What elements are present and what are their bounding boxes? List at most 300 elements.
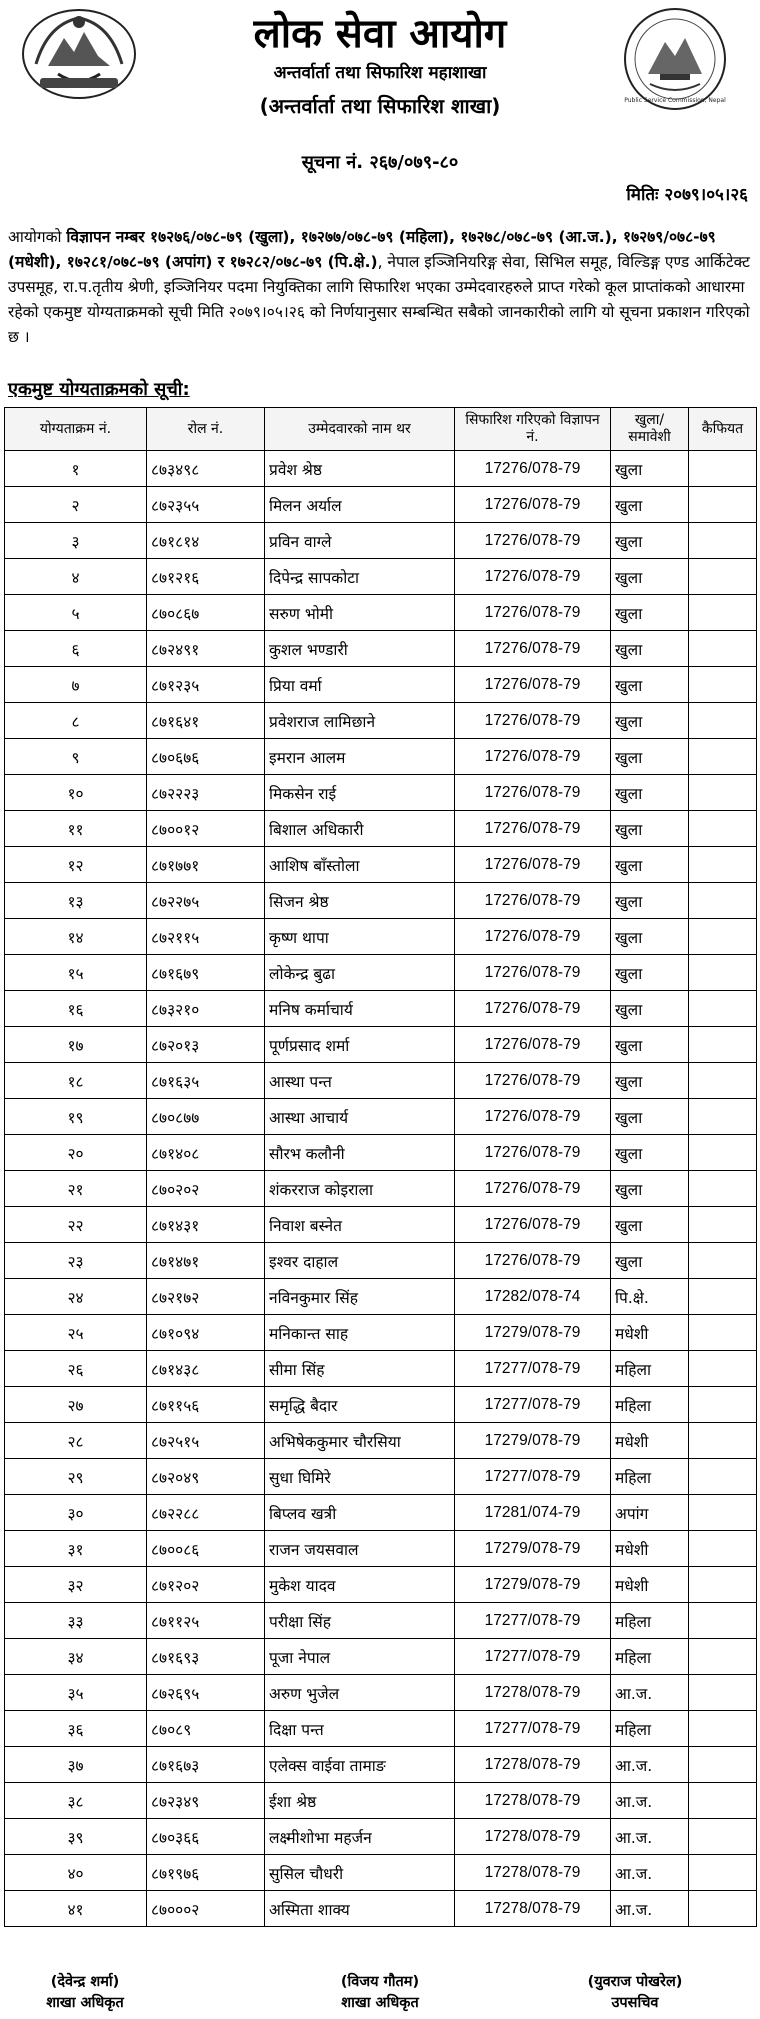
category-cell: खुला <box>611 631 689 667</box>
category-cell: अपांग <box>611 1495 689 1531</box>
remarks-cell <box>689 523 757 559</box>
remarks-cell <box>689 703 757 739</box>
roll-cell: ८७२२७५ <box>147 883 265 919</box>
advert-no-cell: 17276/078-79 <box>455 775 611 811</box>
roll-cell: ८७११५६ <box>147 1387 265 1423</box>
candidate-name-cell: मुकेश यादव <box>265 1567 455 1603</box>
candidate-name-cell: सौरभ कलौनी <box>265 1135 455 1171</box>
roll-cell: ८७०८९ <box>147 1711 265 1747</box>
remarks-cell <box>689 667 757 703</box>
category-cell: आ.ज. <box>611 1819 689 1855</box>
category-cell: आ.ज. <box>611 1891 689 1927</box>
rank-cell: १६ <box>5 991 147 1027</box>
roll-cell: ८७००१२ <box>147 811 265 847</box>
rank-cell: १९ <box>5 1099 147 1135</box>
table-row <box>5 883 757 919</box>
candidate-name-cell: एलेक्स वाईवा तामाङ <box>265 1747 455 1783</box>
advert-no-cell: 17279/078-79 <box>455 1423 611 1459</box>
roll-cell: ८७२११५ <box>147 919 265 955</box>
roll-cell: ८७०००२ <box>147 1891 265 1927</box>
signatory-name: (देवेन्द्र शर्मा) <box>50 1974 120 1990</box>
list-title: एकमुष्ट योग्यताक्रमको सूची: <box>8 379 190 400</box>
rank-cell: १२ <box>5 847 147 883</box>
rank-cell: ३३ <box>5 1603 147 1639</box>
roll-cell: ८७१६७३ <box>147 1747 265 1783</box>
candidate-name-cell: अरुण भुजेल <box>265 1675 455 1711</box>
remarks-cell <box>689 1675 757 1711</box>
category-cell: खुला <box>611 487 689 523</box>
candidate-name-cell: समृद्धि बैदार <box>265 1387 455 1423</box>
rank-cell: १० <box>5 775 147 811</box>
remarks-cell <box>689 559 757 595</box>
table-row <box>5 1387 757 1423</box>
candidate-name-cell: ईशा श्रेष्ठ <box>265 1783 455 1819</box>
section-name: (अन्तर्वार्ता तथा सिफारिश शाखा) <box>259 94 501 118</box>
roll-cell: ८७१४७१ <box>147 1243 265 1279</box>
roll-cell: ८७२५१५ <box>147 1423 265 1459</box>
category-cell: खुला <box>611 883 689 919</box>
table-row <box>5 1351 757 1387</box>
remarks-cell <box>689 1351 757 1387</box>
signatory-name: (विजय गौतम) <box>340 1974 420 1990</box>
page-title: लोक सेवा आयोग <box>253 11 507 57</box>
roll-cell: ८७२०४९ <box>147 1459 265 1495</box>
table-row <box>5 1279 757 1315</box>
rank-cell: ३६ <box>5 1711 147 1747</box>
table-row <box>5 1135 757 1171</box>
rank-cell: २४ <box>5 1279 147 1315</box>
rank-cell: १४ <box>5 919 147 955</box>
advert-no-cell: 17276/078-79 <box>455 1243 611 1279</box>
remarks-cell <box>689 739 757 775</box>
candidate-name-cell: पूर्णप्रसाद शर्मा <box>265 1027 455 1063</box>
col-header-category: खुला/ समावेशी <box>611 408 689 451</box>
roll-cell: ८७११२५ <box>147 1603 265 1639</box>
remarks-cell <box>689 1027 757 1063</box>
rank-cell: १८ <box>5 1063 147 1099</box>
table-row <box>5 523 757 559</box>
rank-cell: ७ <box>5 667 147 703</box>
advert-no-cell: 17276/078-79 <box>455 595 611 631</box>
candidate-name-cell: प्रिया वर्मा <box>265 667 455 703</box>
rank-cell: ४० <box>5 1855 147 1891</box>
table-row <box>5 1207 757 1243</box>
remarks-cell <box>689 919 757 955</box>
remarks-cell <box>689 1315 757 1351</box>
advert-no-cell: 17277/078-79 <box>455 1387 611 1423</box>
advert-no-cell: 17276/078-79 <box>455 1099 611 1135</box>
table-row <box>5 667 757 703</box>
division-name: अन्तर्वार्ता तथा सिफारिश महाशाखा <box>273 63 487 83</box>
roll-cell: ८७०८७७ <box>147 1099 265 1135</box>
remarks-cell <box>689 1495 757 1531</box>
rank-cell: ३५ <box>5 1675 147 1711</box>
candidate-name-cell: पूजा नेपाल <box>265 1639 455 1675</box>
advert-no-cell: 17278/078-79 <box>455 1891 611 1927</box>
table-row <box>5 451 757 487</box>
category-cell: खुला <box>611 847 689 883</box>
rank-cell: ३९ <box>5 1819 147 1855</box>
roll-cell: ८७२२८८ <box>147 1495 265 1531</box>
advert-no-cell: 17278/078-79 <box>455 1675 611 1711</box>
category-cell: खुला <box>611 523 689 559</box>
category-cell: पि.क्षे. <box>611 1279 689 1315</box>
roll-cell: ८७१०९४ <box>147 1315 265 1351</box>
table-row <box>5 811 757 847</box>
rank-cell: २७ <box>5 1387 147 1423</box>
roll-cell: ८७००८६ <box>147 1531 265 1567</box>
remarks-cell <box>689 1207 757 1243</box>
candidate-name-cell: अस्मिता शाक्य <box>265 1891 455 1927</box>
category-cell: खुला <box>611 1027 689 1063</box>
candidate-name-cell: सुधा घिमिरे <box>265 1459 455 1495</box>
psc-seal-logo <box>610 4 740 114</box>
remarks-cell <box>689 1171 757 1207</box>
rank-cell: ११ <box>5 811 147 847</box>
category-cell: खुला <box>611 775 689 811</box>
candidate-name-cell: मनिष कर्माचार्य <box>265 991 455 1027</box>
roll-cell: ८७०८६७ <box>147 595 265 631</box>
rank-cell: २१ <box>5 1171 147 1207</box>
candidate-name-cell: आस्था आचार्य <box>265 1099 455 1135</box>
roll-cell: ८७२१७२ <box>147 1279 265 1315</box>
col-header-rank: योग्यताक्रम नं. <box>5 408 147 451</box>
category-cell: खुला <box>611 1135 689 1171</box>
category-cell: महिला <box>611 1387 689 1423</box>
rank-cell: १ <box>5 451 147 487</box>
remarks-cell <box>689 451 757 487</box>
category-cell: खुला <box>611 559 689 595</box>
roll-cell: ८७१६७९ <box>147 955 265 991</box>
remarks-cell <box>689 1603 757 1639</box>
table-row <box>5 739 757 775</box>
candidate-name-cell: राजन जयसवाल <box>265 1531 455 1567</box>
roll-cell: ८७१४३८ <box>147 1351 265 1387</box>
category-cell: मधेशी <box>611 1567 689 1603</box>
advert-no-cell: 17276/078-79 <box>455 1207 611 1243</box>
category-cell: खुला <box>611 1207 689 1243</box>
roll-cell: ८७१६३५ <box>147 1063 265 1099</box>
remarks-cell <box>689 847 757 883</box>
remarks-cell <box>689 811 757 847</box>
para-part-3: , नेपाल इञ्जिनियरिङ्ग सेवा, सिभिल समूह, विल्डिङ्ग एण्ड आर्किटेक्ट उपसमूह, रा.प.तृतीय श्रेणी, इञ्जिनियर पदमा नियुक्तिका लागि सिफारिश भएका उम्मेदवारहरुले प्राप्त गरेको कूल प्राप्तांकको आधारमा रहेको एकमुष्ट योग्यताक्रमको सूची मिति २०७९।०५।२६ को निर्णयानुसार सम्बन्धित सबैको जानकारीको लागि यो सूचना प्रकाशन गरिएको छ । <box>8 253 750 346</box>
advert-no-cell: 17278/078-79 <box>455 1855 611 1891</box>
remarks-cell <box>689 1639 757 1675</box>
advert-no-cell: 17276/078-79 <box>455 631 611 667</box>
signatory-title: उपसचिव <box>611 1995 659 2011</box>
rank-cell: ३ <box>5 523 147 559</box>
remarks-cell <box>689 1531 757 1567</box>
roll-cell: ८७३४९८ <box>147 451 265 487</box>
table-row <box>5 1315 757 1351</box>
signatory-title: शाखा अधिकृत <box>341 1995 419 2011</box>
category-cell: खुला <box>611 667 689 703</box>
remarks-cell <box>689 1711 757 1747</box>
remarks-cell <box>689 1063 757 1099</box>
remarks-cell <box>689 1423 757 1459</box>
roll-cell: ८७२६९५ <box>147 1675 265 1711</box>
advert-no-cell: 17276/078-79 <box>455 883 611 919</box>
category-cell: महिला <box>611 1459 689 1495</box>
table-row <box>5 1819 757 1855</box>
candidate-name-cell: आशिष बाँस्तोला <box>265 847 455 883</box>
category-cell: खुला <box>611 739 689 775</box>
rank-cell: ३४ <box>5 1639 147 1675</box>
candidate-name-cell: लोकेन्द्र बुढा <box>265 955 455 991</box>
advert-no-cell: 17277/078-79 <box>455 1351 611 1387</box>
candidate-name-cell: सिजन श्रेष्ठ <box>265 883 455 919</box>
candidate-name-cell: लक्ष्मीशोभा महर्जन <box>265 1819 455 1855</box>
table-row <box>5 1711 757 1747</box>
candidate-name-cell: कुशल भण्डारी <box>265 631 455 667</box>
advertisement-numbers: विज्ञापन नम्बर १७२७६/०७८-७९ (खुला), १७२७७/०७८-७९ (महिला), १७२७८/०७८-७९ (आ.ज.), १७२७९/०७८-७९ (मधेशी), १७२८१/०७८-७९ (अपांग) र १७२८२/०७८-७९ (पि.क्षे.) <box>8 228 716 271</box>
advert-no-cell: 17278/078-79 <box>455 1783 611 1819</box>
category-cell: महिला <box>611 1711 689 1747</box>
candidate-name-cell: नविनकुमार सिंह <box>265 1279 455 1315</box>
remarks-cell <box>689 883 757 919</box>
table-row <box>5 595 757 631</box>
table-row <box>5 1027 757 1063</box>
notice-date: मितिः २०७९।०५।२६ <box>626 185 748 205</box>
advert-no-cell: 17279/078-79 <box>455 1567 611 1603</box>
rank-cell: २९ <box>5 1459 147 1495</box>
roll-cell: ८७१६४१ <box>147 703 265 739</box>
table-row <box>5 1891 757 1927</box>
advert-no-cell: 17276/078-79 <box>455 1027 611 1063</box>
table-row <box>5 1423 757 1459</box>
category-cell: खुला <box>611 595 689 631</box>
roll-cell: ८७२२२३ <box>147 775 265 811</box>
table-row <box>5 1171 757 1207</box>
advert-no-cell: 17276/078-79 <box>455 523 611 559</box>
seal-text: Public Service Commission, Nepal <box>624 97 726 104</box>
candidate-name-cell: बिप्लव खत्री <box>265 1495 455 1531</box>
roll-cell: ८७२४९१ <box>147 631 265 667</box>
category-cell: खुला <box>611 1243 689 1279</box>
signature-block <box>540 1972 730 2014</box>
remarks-cell <box>689 631 757 667</box>
candidate-name-cell: कृष्ण थापा <box>265 919 455 955</box>
rank-cell: ९ <box>5 739 147 775</box>
remarks-cell <box>689 1135 757 1171</box>
rank-cell: ३१ <box>5 1531 147 1567</box>
advert-no-cell: 17281/074-79 <box>455 1495 611 1531</box>
candidate-name-cell: बिशाल अधिकारी <box>265 811 455 847</box>
advert-no-cell: 17278/078-79 <box>455 1819 611 1855</box>
candidate-name-cell: मनिकान्त साह <box>265 1315 455 1351</box>
table-body <box>5 451 757 1927</box>
remarks-cell <box>689 1747 757 1783</box>
para-part-1: आयोगको <box>8 228 67 246</box>
signature-block <box>10 1972 160 2014</box>
remarks-cell <box>689 1891 757 1927</box>
advert-no-cell: 17276/078-79 <box>455 991 611 1027</box>
candidate-name-cell: प्रविन वाग्ले <box>265 523 455 559</box>
col-header-advert: सिफारिश गरिएको विज्ञापन नं. <box>455 408 611 451</box>
remarks-cell <box>689 1387 757 1423</box>
rank-cell: २८ <box>5 1423 147 1459</box>
candidate-name-cell: दिक्षा पन्त <box>265 1711 455 1747</box>
category-cell: आ.ज. <box>611 1675 689 1711</box>
advert-no-cell: 17278/078-79 <box>455 1747 611 1783</box>
table-row <box>5 1459 757 1495</box>
category-cell: खुला <box>611 451 689 487</box>
rank-cell: ३० <box>5 1495 147 1531</box>
rank-cell: १५ <box>5 955 147 991</box>
advert-no-cell: 17276/078-79 <box>455 1063 611 1099</box>
roll-cell: ८७१२३५ <box>147 667 265 703</box>
category-cell: मधेशी <box>611 1423 689 1459</box>
candidate-name-cell: प्रवेशराज लामिछाने <box>265 703 455 739</box>
rank-cell: १७ <box>5 1027 147 1063</box>
rank-cell: ६ <box>5 631 147 667</box>
advert-no-cell: 17276/078-79 <box>455 487 611 523</box>
table-row <box>5 1567 757 1603</box>
advert-no-cell: 17276/078-79 <box>455 1135 611 1171</box>
col-header-remarks: कैफियत <box>689 408 757 451</box>
category-cell: मधेशी <box>611 1531 689 1567</box>
remarks-cell <box>689 1243 757 1279</box>
rank-cell: ३८ <box>5 1783 147 1819</box>
rank-cell: ३२ <box>5 1567 147 1603</box>
remarks-cell <box>689 1819 757 1855</box>
remarks-cell <box>689 775 757 811</box>
remarks-cell <box>689 487 757 523</box>
remarks-cell <box>689 595 757 631</box>
remarks-cell <box>689 991 757 1027</box>
signatory-name: (युवराज पोखरेल) <box>587 1974 683 1990</box>
category-cell: खुला <box>611 811 689 847</box>
notice-number: सूचना नं. २६७/०७९-८० <box>301 152 459 173</box>
signatory-title: शाखा अधिकृत <box>46 1995 124 2011</box>
remarks-cell <box>689 1279 757 1315</box>
advert-no-cell: 17276/078-79 <box>455 1171 611 1207</box>
rank-cell: १३ <box>5 883 147 919</box>
table-row <box>5 1783 757 1819</box>
candidate-name-cell: निवाश बस्नेत <box>265 1207 455 1243</box>
rank-cell: २५ <box>5 1315 147 1351</box>
category-cell: महिला <box>611 1603 689 1639</box>
table-row <box>5 1639 757 1675</box>
rank-cell: ४१ <box>5 1891 147 1927</box>
candidate-name-cell: दिपेन्द्र सापकोटा <box>265 559 455 595</box>
candidate-name-cell: परीक्षा सिंह <box>265 1603 455 1639</box>
rank-cell: २ <box>5 487 147 523</box>
remarks-cell <box>689 1099 757 1135</box>
advert-no-cell: 17279/078-79 <box>455 1315 611 1351</box>
table-row <box>5 703 757 739</box>
advert-no-cell: 17277/078-79 <box>455 1459 611 1495</box>
category-cell: मधेशी <box>611 1315 689 1351</box>
candidate-name-cell: आस्था पन्त <box>265 1063 455 1099</box>
category-cell: खुला <box>611 1063 689 1099</box>
remarks-cell <box>689 1783 757 1819</box>
category-cell: खुला <box>611 703 689 739</box>
advert-no-cell: 17276/078-79 <box>455 955 611 991</box>
roll-cell: ८७३२१० <box>147 991 265 1027</box>
table-row <box>5 775 757 811</box>
category-cell: खुला <box>611 955 689 991</box>
candidate-name-cell: प्रवेश श्रेष्ठ <box>265 451 455 487</box>
category-cell: खुला <box>611 1099 689 1135</box>
table-row <box>5 1603 757 1639</box>
table-row <box>5 847 757 883</box>
candidate-name-cell: शंकरराज कोइराला <box>265 1171 455 1207</box>
category-cell: खुला <box>611 1171 689 1207</box>
roll-cell: ८७१६९३ <box>147 1639 265 1675</box>
advert-no-cell: 17277/078-79 <box>455 1603 611 1639</box>
roll-cell: ८७१८१४ <box>147 523 265 559</box>
candidate-name-cell: अभिषेककुमार चौरसिया <box>265 1423 455 1459</box>
table-row <box>5 631 757 667</box>
merit-list-table <box>4 407 757 1927</box>
table-row <box>5 1243 757 1279</box>
table-row <box>5 1099 757 1135</box>
table-row <box>5 1495 757 1531</box>
roll-cell: ८७०३६६ <box>147 1819 265 1855</box>
table-row <box>5 1531 757 1567</box>
table-row <box>5 1675 757 1711</box>
rank-cell: ८ <box>5 703 147 739</box>
rank-cell: २० <box>5 1135 147 1171</box>
category-cell: खुला <box>611 919 689 955</box>
col-header-roll: रोल नं. <box>147 408 265 451</box>
advert-no-cell: 17276/078-79 <box>455 811 611 847</box>
candidate-name-cell: सरुण भोमी <box>265 595 455 631</box>
roll-cell: ८७२०१३ <box>147 1027 265 1063</box>
roll-cell: ८७१४०८ <box>147 1135 265 1171</box>
roll-cell: ८७१२१६ <box>147 559 265 595</box>
remarks-cell <box>689 1567 757 1603</box>
table-row <box>5 559 757 595</box>
roll-cell: ८७१४३१ <box>147 1207 265 1243</box>
advert-no-cell: 17276/078-79 <box>455 559 611 595</box>
advert-no-cell: 17276/078-79 <box>455 739 611 775</box>
rank-cell: २२ <box>5 1207 147 1243</box>
remarks-cell <box>689 1855 757 1891</box>
roll-cell: ८७१२०२ <box>147 1567 265 1603</box>
rank-cell: २३ <box>5 1243 147 1279</box>
table-header-row <box>5 408 757 451</box>
rank-cell: ३७ <box>5 1747 147 1783</box>
rank-cell: २६ <box>5 1351 147 1387</box>
col-header-name: उम्मेदवारको नाम थर <box>265 408 455 451</box>
signature-block <box>290 1972 470 2014</box>
table-row <box>5 1063 757 1099</box>
rank-cell: ५ <box>5 595 147 631</box>
category-cell: महिला <box>611 1351 689 1387</box>
table-row <box>5 919 757 955</box>
roll-cell: ८७०२०२ <box>147 1171 265 1207</box>
candidate-name-cell: मिलन अर्याल <box>265 487 455 523</box>
rank-cell: ४ <box>5 559 147 595</box>
category-cell: आ.ज. <box>611 1747 689 1783</box>
table-row <box>5 487 757 523</box>
category-cell: आ.ज. <box>611 1783 689 1819</box>
remarks-cell <box>689 955 757 991</box>
table-row <box>5 955 757 991</box>
category-cell: खुला <box>611 991 689 1027</box>
advert-no-cell: 17276/078-79 <box>455 919 611 955</box>
category-cell: महिला <box>611 1639 689 1675</box>
table-row <box>5 1747 757 1783</box>
roll-cell: ८७१९७६ <box>147 1855 265 1891</box>
roll-cell: ८७१७७१ <box>147 847 265 883</box>
advert-no-cell: 17282/078-74 <box>455 1279 611 1315</box>
candidate-name-cell: सुसिल चौधरी <box>265 1855 455 1891</box>
advert-no-cell: 17279/078-79 <box>455 1531 611 1567</box>
table-row <box>5 991 757 1027</box>
